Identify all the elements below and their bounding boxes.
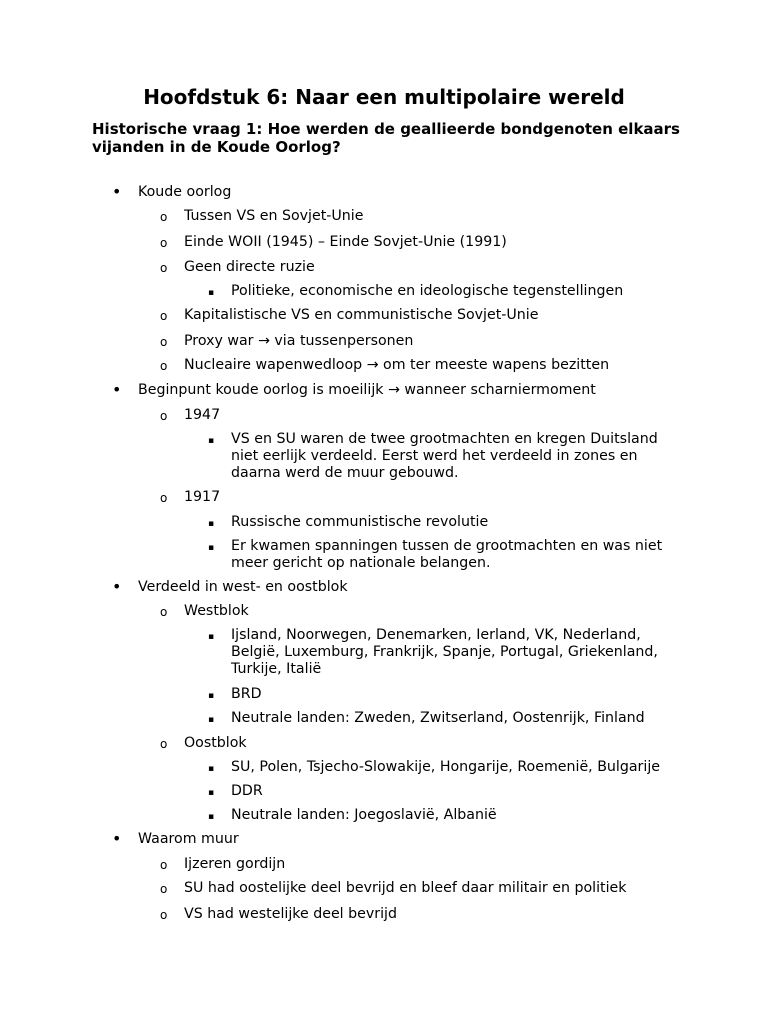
bullet-level2: o — [160, 261, 168, 275]
list-item: Er kwamen spanningen tussen de grootmachten en was niet meer gericht op nationale belangen. — [231, 538, 663, 571]
bullet-level2: o — [160, 236, 168, 250]
list-item: Verdeeld in west- en oostblok — [138, 579, 348, 595]
list-item: Beginpunt koude oorlog is moeilijk → wanneer scharniermoment — [138, 382, 596, 398]
list-item: Westblok — [184, 603, 249, 619]
list-item: 1917 — [184, 489, 221, 505]
bullet-level2: o — [160, 605, 168, 619]
bullet-level3: ▪ — [208, 288, 215, 298]
list-item: Einde WOII (1945) – Einde Sovjet-Unie (1991) — [184, 234, 507, 250]
bullet-level3: ▪ — [208, 812, 215, 822]
list-item: Kapitalistische VS en communistische Sovjet-Unie — [184, 307, 539, 323]
list-item: DDR — [231, 783, 263, 799]
bullet-level2: o — [160, 858, 168, 872]
list-item: Neutrale landen: Zweden, Zwitserland, Oostenrijk, Finland — [231, 710, 645, 726]
list-item: Politieke, economische en ideologische tegenstellingen — [231, 283, 624, 299]
historical-question: Historische vraag 1: Hoe werden de geallieerde bondgenoten elkaars vijanden in de Koude Oorlog? — [92, 120, 680, 156]
bullet-level3: ▪ — [208, 788, 215, 798]
bullet-level2: o — [160, 335, 168, 349]
bullet-level3: ▪ — [208, 543, 215, 553]
list-item: SU, Polen, Tsjecho-Slowakije, Hongarije, Roemenië, Bulgarije — [231, 759, 661, 775]
bullet-level2: o — [160, 409, 168, 423]
bullet-level1: • — [112, 829, 122, 848]
list-item: Ijzeren gordijn — [184, 856, 286, 872]
list-item: Geen directe ruzie — [184, 259, 315, 275]
bullet-level1: • — [112, 577, 122, 596]
list-item: Proxy war → via tussenpersonen — [184, 333, 414, 349]
bullet-level2: o — [160, 491, 168, 505]
list-item: Nucleaire wapenwedloop → om ter meeste wapens bezitten — [184, 357, 610, 373]
list-item: Waarom muur — [138, 831, 239, 847]
list-item: Neutrale landen: Joegoslavië, Albanië — [231, 807, 497, 823]
list-item: Russische communistische revolutie — [231, 514, 489, 530]
list-item: VS had westelijke deel bevrijd — [184, 906, 397, 922]
bullet-level3: ▪ — [208, 632, 215, 642]
bullet-level1: • — [112, 182, 122, 201]
bullet-level2: o — [160, 210, 168, 224]
list-item: 1947 — [184, 407, 221, 423]
bullet-level2: o — [160, 908, 168, 922]
list-item: Koude oorlog — [138, 184, 232, 200]
bullet-level2: o — [160, 309, 168, 323]
bullet-level2: o — [160, 359, 168, 373]
bullet-level3: ▪ — [208, 764, 215, 774]
list-item: BRD — [231, 686, 262, 702]
bullet-level3: ▪ — [208, 519, 215, 529]
page-title: Hoofdstuk 6: Naar een multipolaire wereld — [143, 85, 625, 109]
bullet-level3: ▪ — [208, 715, 215, 725]
list-item: Tussen VS en Sovjet-Unie — [184, 208, 364, 224]
bullet-level2: o — [160, 882, 168, 896]
list-item: VS en SU waren de twee grootmachten en kregen Duitsland niet eerlijk verdeeld. Eerst werd het verdeeld in zones en daarna werd de muur gebouwd. — [231, 431, 658, 481]
list-item: SU had oostelijke deel bevrijd en bleef daar militair en politiek — [184, 880, 627, 896]
list-item: Oostblok — [184, 735, 247, 751]
bullet-level3: ▪ — [208, 691, 215, 701]
bullet-level2: o — [160, 737, 168, 751]
list-item: Ijsland, Noorwegen, Denemarken, Ierland, VK, Nederland, België, Luxemburg, Frankrijk, Spanje, Portugal, Griekenland, Turkije, Italië — [231, 627, 658, 677]
bullet-level3: ▪ — [208, 436, 215, 446]
bullet-level1: • — [112, 380, 122, 399]
